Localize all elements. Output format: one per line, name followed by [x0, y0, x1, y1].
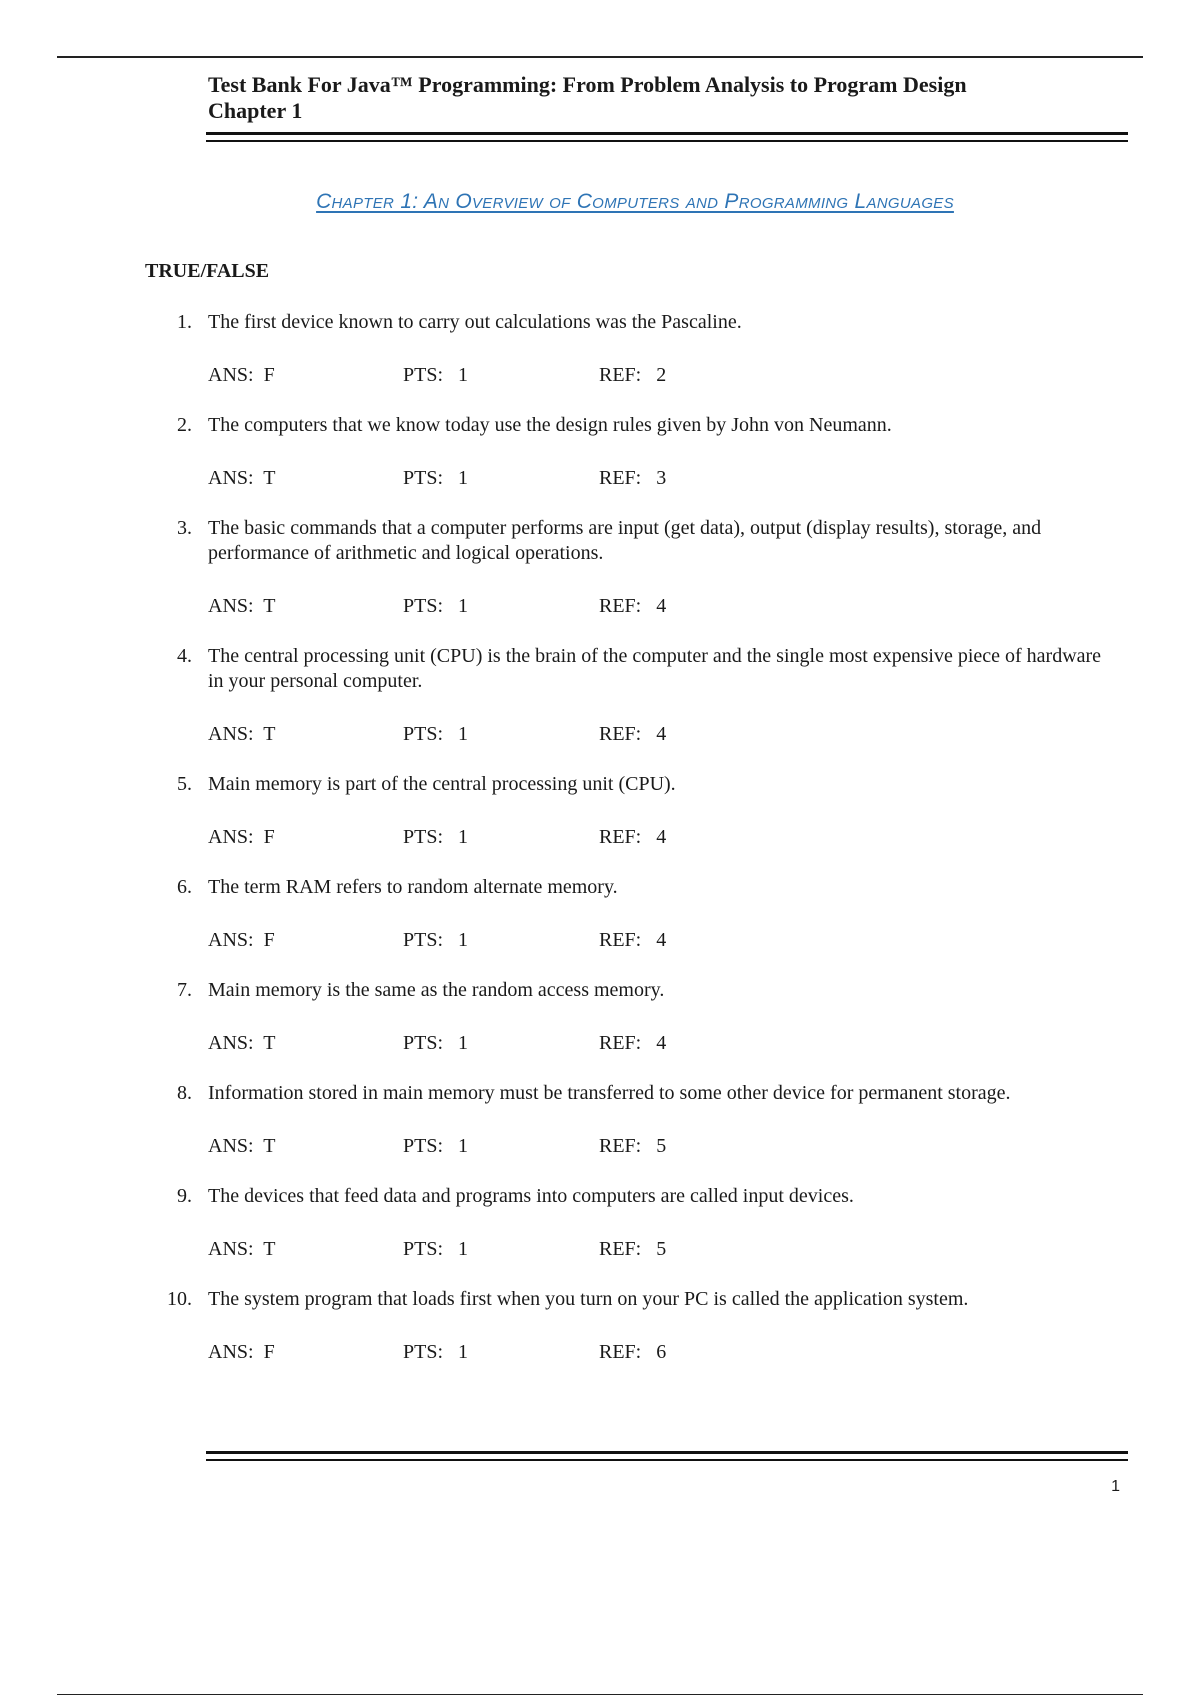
points-value: 1: [458, 595, 469, 617]
points-label: PTS:: [403, 364, 444, 386]
answer-value: T: [263, 1032, 276, 1054]
reference-label: REF:: [599, 467, 642, 489]
reference-label: REF:: [599, 364, 642, 386]
section-heading: TRUE/FALSE: [145, 260, 270, 282]
answer-label: ANS:: [208, 929, 254, 951]
answer-row: [0, 594, 1200, 619]
question-5: [0, 772, 1200, 850]
header-title: Test Bank For Java™ Programming: From Problem Analysis to Program Design: [208, 72, 967, 97]
header-double-rule: [206, 132, 1128, 142]
answer-field: [208, 722, 275, 747]
question-text: Main memory is part of the central processing unit (CPU).: [208, 773, 676, 795]
question-text: The first device known to carry out calculations was the Pascaline.: [208, 311, 742, 333]
points-label: PTS:: [403, 1238, 444, 1260]
points-field: [403, 928, 468, 953]
question-text: The system program that loads first when you turn on your PC is called the application system.: [208, 1288, 969, 1310]
question-4: [0, 644, 1200, 747]
question-9: [0, 1184, 1200, 1262]
question-number: 8.: [177, 1082, 192, 1104]
footer-double-rule: [206, 1451, 1128, 1461]
answer-label: ANS:: [208, 364, 254, 386]
reference-field: [599, 1237, 666, 1262]
points-label: PTS:: [403, 929, 444, 951]
reference-value: 5: [656, 1135, 667, 1157]
question-text: Main memory is the same as the random access memory.: [208, 979, 665, 1001]
question-number: 10.: [167, 1288, 192, 1310]
answer-value: T: [263, 467, 276, 489]
reference-value: 4: [656, 826, 667, 848]
answer-value: F: [263, 1341, 275, 1363]
question-7: [0, 978, 1200, 1056]
answer-field: [208, 1237, 275, 1262]
reference-value: 6: [656, 1341, 667, 1363]
answer-field: [208, 928, 275, 953]
question-list: [0, 310, 1200, 1390]
answer-row: [0, 363, 1200, 388]
answer-field: [208, 363, 275, 388]
points-label: PTS:: [403, 1032, 444, 1054]
answer-field: [208, 594, 275, 619]
answer-label: ANS:: [208, 467, 254, 489]
answer-value: F: [263, 826, 275, 848]
question-number: 3.: [177, 517, 192, 539]
answer-value: T: [263, 723, 276, 745]
answer-value: T: [263, 595, 276, 617]
page-bottom-rule: [57, 1694, 1143, 1695]
reference-label: REF:: [599, 1341, 642, 1363]
question-8: [0, 1081, 1200, 1159]
points-label: PTS:: [403, 1341, 444, 1363]
points-value: 1: [458, 826, 469, 848]
reference-value: 4: [656, 595, 667, 617]
question-number: 5.: [177, 773, 192, 795]
points-value: 1: [458, 364, 469, 386]
question-1: [0, 310, 1200, 388]
answer-field: [208, 825, 275, 850]
answer-label: ANS:: [208, 1032, 254, 1054]
answer-row: [0, 928, 1200, 953]
reference-label: REF:: [599, 1032, 642, 1054]
points-label: PTS:: [403, 595, 444, 617]
points-field: [403, 363, 468, 388]
question-text: The computers that we know today use the design rules given by John von Neumann.: [208, 414, 892, 436]
points-field: [403, 594, 468, 619]
answer-label: ANS:: [208, 723, 254, 745]
answer-label: ANS:: [208, 1238, 254, 1260]
points-field: [403, 1340, 468, 1365]
reference-field: [599, 363, 666, 388]
points-value: 1: [458, 1238, 469, 1260]
question-number: 2.: [177, 414, 192, 436]
reference-value: 4: [656, 723, 667, 745]
points-label: PTS:: [403, 826, 444, 848]
question-number: 1.: [177, 311, 192, 333]
question-10: [0, 1287, 1200, 1365]
points-field: [403, 722, 468, 747]
question-2: [0, 413, 1200, 491]
answer-label: ANS:: [208, 595, 254, 617]
question-number: 4.: [177, 645, 192, 667]
reference-label: REF:: [599, 723, 642, 745]
answer-field: [208, 1031, 275, 1056]
reference-value: 2: [656, 364, 667, 386]
reference-label: REF:: [599, 1238, 642, 1260]
answer-field: [208, 1134, 275, 1159]
question-text: The central processing unit (CPU) is the brain of the computer and the single most expensive piece of hardware in your personal computer.: [208, 645, 1102, 692]
points-value: 1: [458, 929, 469, 951]
points-field: [403, 466, 468, 491]
answer-value: T: [263, 1135, 276, 1157]
answer-row: [0, 722, 1200, 747]
points-label: PTS:: [403, 1135, 444, 1157]
page-top-rule: [57, 56, 1143, 58]
answer-field: [208, 466, 275, 491]
question-6: [0, 875, 1200, 953]
answer-row: [0, 825, 1200, 850]
reference-label: REF:: [599, 826, 642, 848]
header-chapter: Chapter 1: [208, 98, 303, 123]
points-field: [403, 1031, 468, 1056]
reference-field: [599, 594, 666, 619]
points-value: 1: [458, 723, 469, 745]
reference-field: [599, 722, 666, 747]
answer-value: F: [263, 929, 275, 951]
chapter-title: Chapter 1: An Overview of Computers and Programming Languages: [316, 190, 954, 213]
answer-row: [0, 1237, 1200, 1262]
reference-value: 4: [656, 1032, 667, 1054]
reference-field: [599, 928, 666, 953]
points-value: 1: [458, 1032, 469, 1054]
reference-field: [599, 1134, 666, 1159]
answer-label: ANS:: [208, 1341, 254, 1363]
points-field: [403, 1134, 468, 1159]
answer-row: [0, 1134, 1200, 1159]
reference-field: [599, 825, 666, 850]
answer-label: ANS:: [208, 1135, 254, 1157]
points-value: 1: [458, 1341, 469, 1363]
question-text: The devices that feed data and programs into computers are called input devices.: [208, 1185, 854, 1207]
points-field: [403, 825, 468, 850]
reference-value: 5: [656, 1238, 667, 1260]
answer-row: [0, 466, 1200, 491]
answer-row: [0, 1031, 1200, 1056]
reference-field: [599, 466, 666, 491]
reference-label: REF:: [599, 595, 642, 617]
reference-value: 3: [656, 467, 667, 489]
reference-label: REF:: [599, 929, 642, 951]
page-number: 1: [1111, 1478, 1120, 1495]
answer-value: F: [263, 364, 275, 386]
question-number: 7.: [177, 979, 192, 1001]
question-text: The basic commands that a computer performs are input (get data), output (display results), storage, and performance of arithmetic and logical operations.: [208, 517, 1042, 564]
answer-value: T: [263, 1238, 276, 1260]
points-value: 1: [458, 467, 469, 489]
points-label: PTS:: [403, 467, 444, 489]
points-label: PTS:: [403, 723, 444, 745]
answer-row: [0, 1340, 1200, 1365]
reference-field: [599, 1340, 666, 1365]
document-header: [208, 72, 1128, 124]
points-value: 1: [458, 1135, 469, 1157]
question-text: The term RAM refers to random alternate memory.: [208, 876, 618, 898]
question-number: 6.: [177, 876, 192, 898]
question-3: [0, 516, 1200, 619]
question-text: Information stored in main memory must be transferred to some other device for permanent storage.: [208, 1082, 1011, 1104]
answer-field: [208, 1340, 275, 1365]
reference-field: [599, 1031, 666, 1056]
reference-label: REF:: [599, 1135, 642, 1157]
question-number: 9.: [177, 1185, 192, 1207]
answer-label: ANS:: [208, 826, 254, 848]
points-field: [403, 1237, 468, 1262]
reference-value: 4: [656, 929, 667, 951]
